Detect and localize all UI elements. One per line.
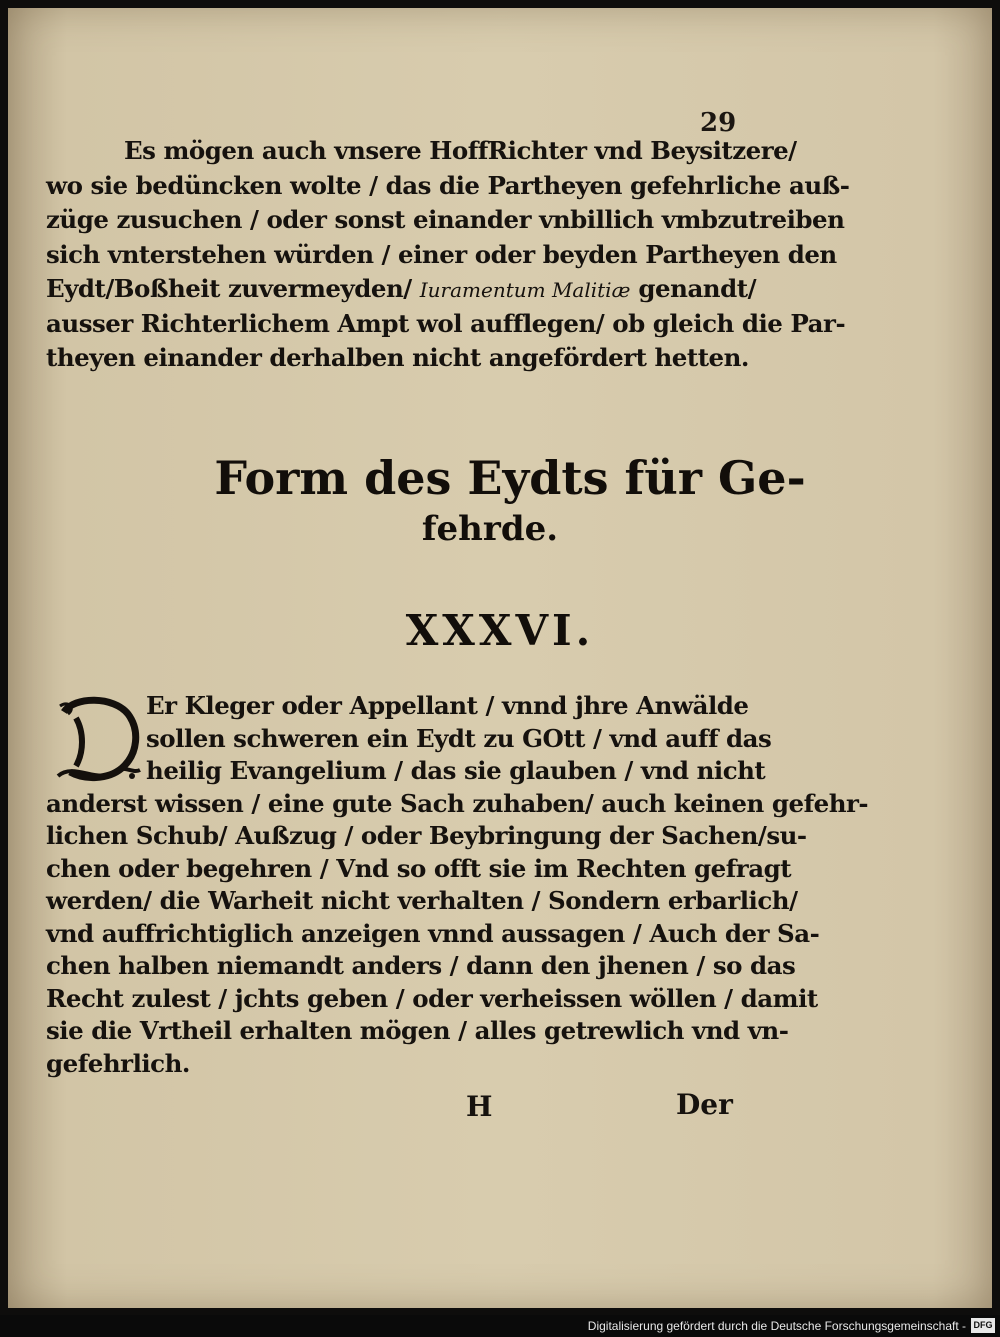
text-line: vnd auffrichtiglich anzeigen vnnd aussagen / Auch der Sa- bbox=[46, 918, 820, 948]
text-line: züge zusuchen / oder sonst einander vnbillich vmbzutreiben bbox=[46, 205, 845, 234]
text-line: gefehrlich. bbox=[46, 1048, 190, 1078]
footer-credit: Digitalisierung gefördert durch die Deutsche Forschungsgemeinschaft - bbox=[587, 1319, 966, 1333]
paragraph-1 bbox=[46, 134, 850, 376]
catchword: Der bbox=[676, 1088, 733, 1121]
signature-mark: H bbox=[466, 1090, 493, 1123]
text-line: sollen schweren ein Eydt zu GOtt / vnd auff das bbox=[146, 723, 772, 753]
text-line: anderst wissen / eine gute Sach zuhaben/ auch keinen gefehr- bbox=[46, 788, 869, 818]
section-numeral: XXXVI. bbox=[405, 606, 595, 655]
text-line: Es mögen auch vnsere HoffRichter vnd Beysitzere/ bbox=[124, 136, 797, 165]
paragraph-2 bbox=[46, 690, 869, 1080]
text-line: werden/ die Warheit nicht verhalten / Sondern erbarlich/ bbox=[46, 886, 798, 915]
text-line bbox=[46, 272, 757, 307]
text-line: Recht zulest / jchts geben / oder verheissen wöllen / damit bbox=[46, 983, 818, 1013]
text-line: ausser Richterlichem Ampt wol aufflegen/ ob gleich die Par- bbox=[46, 308, 846, 338]
text-line: lichen Schub/ Außzug / oder Beybringung der Sachen/su- bbox=[46, 821, 807, 850]
text-line: chen halben niemandt anders / dann den jhenen / so das bbox=[46, 951, 796, 980]
text-span: genandt/ bbox=[638, 274, 757, 303]
text-line: chen oder begehren / Vnd so offt sie im Rechten gefragt bbox=[46, 853, 792, 883]
text-span: Eydt/Boßheit zuvermeyden/ bbox=[46, 274, 412, 303]
latin-term: Iuramentum Malitiæ bbox=[419, 278, 631, 302]
dfg-logo: DFG bbox=[971, 1318, 995, 1333]
text-line: theyen einander derhalben nicht angefördert hetten. bbox=[46, 343, 749, 372]
text-line: wo sie bedüncken wolte / das die Partheyen gefehrliche auß- bbox=[46, 170, 850, 200]
text-line: sie die Vrtheil erhalten mögen / alles getrewlich vnd vn- bbox=[46, 1016, 789, 1045]
text-line: sich vnterstehen würden / einer oder beyden Partheyen den bbox=[46, 239, 837, 269]
heading-line-1: Form des Eydts für Ge- bbox=[214, 451, 806, 505]
text-line: heilig Evangelium / das sie glauben / vnd nicht bbox=[146, 756, 766, 785]
section-heading bbox=[0, 450, 1000, 552]
heading-line-2: fehrde. bbox=[421, 509, 559, 549]
text-line: Er Kleger oder Appellant / vnnd jhre Anwälde bbox=[146, 691, 749, 720]
page-number: 29 bbox=[700, 108, 737, 138]
